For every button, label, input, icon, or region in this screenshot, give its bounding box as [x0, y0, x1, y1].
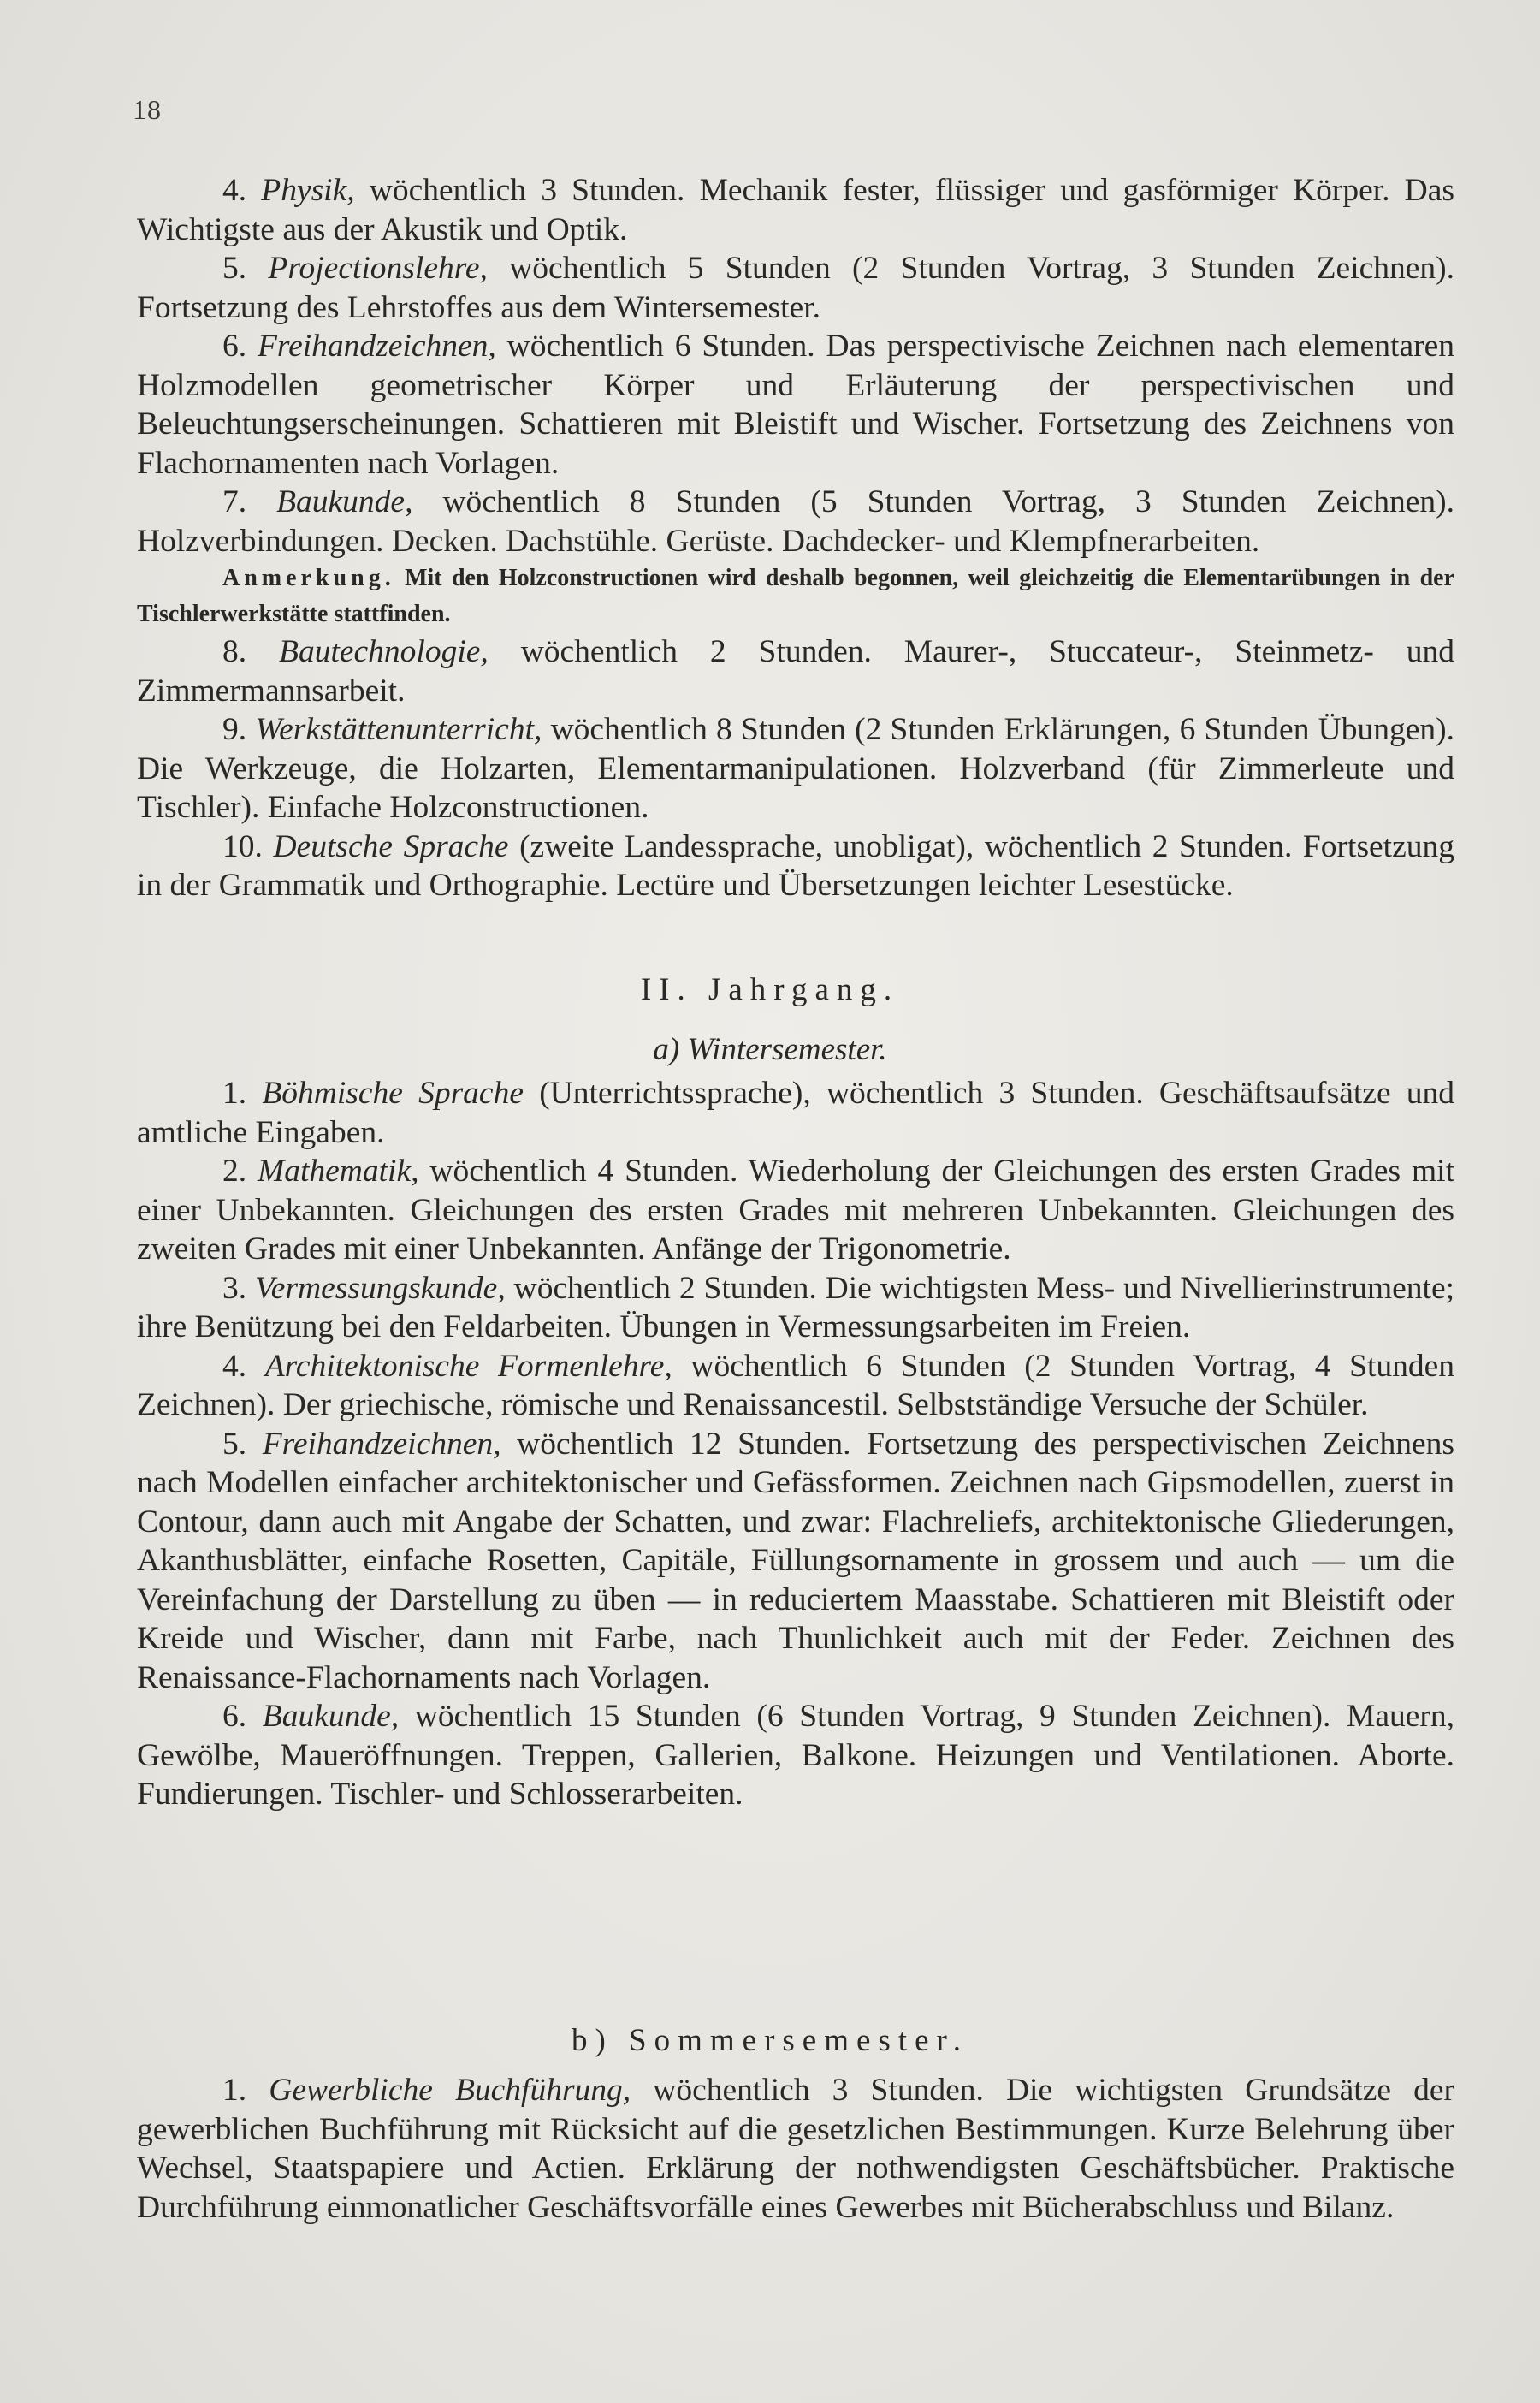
item-text: wöchentlich 2 Stunden. Die wichtigsten Mess- und Nivellierinstrumente; ihre Benützung bei den Feldarbeiten. Übungen in Vermessungsarbeiten im Freien. [137, 1270, 1455, 1344]
item-number: 5. [222, 1426, 247, 1462]
item-text: wöchentlich 3 Stunden. Mechanik fester, flüssiger und gasförmiger Körper. Das Wichtigste aus der Akustik und Optik. [137, 173, 1454, 247]
item-subject: Böhmische Sprache [262, 1076, 524, 1111]
item-text: wöchentlich 6 Stunden. Das perspectivische Zeichnen nach elementaren Holzmodellen geometrischer Körper und Erläuterung der perspectivischen und Beleuchtungserscheinungen. Schattieren mit Bleistift und Wischer. Fortsetzung des Zeichnens von Flachornamenten nach Vorlagen. [137, 329, 1454, 481]
list-item [137, 1152, 1454, 1269]
item-subject: Architektonische Formenlehre, [264, 1348, 672, 1384]
heading-title: Wintersemester. [687, 1032, 887, 1067]
list-item [137, 632, 1454, 710]
item-number: 7. [222, 484, 247, 519]
item-text: wöchentlich 5 Stunden (2 Stunden Vortrag, 3 Stunden Zeichnen). Fortsetzung des Lehrstoffes aus dem Wintersemester. [137, 251, 1455, 325]
list-item [137, 327, 1454, 483]
footnote-remark [137, 561, 1454, 632]
winter-semester-items [137, 1074, 1454, 1814]
item-text: wöchentlich 8 Stunden (5 Stunden Vortrag, 3 Stunden Zeichnen). Holzverbindungen. Decken. Dachstühle. Gerüste. Dachdecker- und Klempfnerarbeiten. [137, 484, 1455, 559]
item-subject: Bautechnologie, [279, 634, 489, 669]
section-heading-winter [0, 1030, 1540, 1069]
item-number: 4. [222, 1348, 247, 1384]
item-subject: Baukunde, [262, 1699, 400, 1734]
list-item [137, 249, 1454, 327]
item-subject: Freihandzeichnen, [262, 1426, 501, 1462]
item-text: wöchentlich 2 Stunden. Maurer-, Stuccateur-, Steinmetz- und Zimmermannsarbeit. [137, 634, 1455, 709]
section-heading-jahrgang: II. Jahrgang. [640, 972, 900, 1007]
list-item [137, 1425, 1454, 1698]
item-number: 6. [222, 329, 247, 364]
first-year-summer-items [137, 171, 1454, 905]
item-number: 1. [222, 1076, 247, 1111]
list-item [137, 171, 1454, 249]
item-subject: Gewerbliche Buchführung, [269, 2073, 631, 2108]
item-number: 2. [222, 1154, 247, 1189]
item-subject: Vermessungskunde, [255, 1270, 506, 1306]
list-item [137, 1697, 1454, 1814]
list-item [137, 828, 1454, 905]
item-subject: Freihandzeichnen, [258, 329, 496, 364]
item-text: wöchentlich 4 Stunden. Wiederholung der Gleichungen des ersten Grades mit einer Unbekannten. Gleichungen des ersten Grades mit mehreren Unbekannten. Gleichungen des zweiten Grades mit einer Unbekannten. Anfänge der Trigonometrie. [137, 1154, 1455, 1267]
section-heading-sommer: b) Sommersemester. [571, 2023, 969, 2058]
item-text: wöchentlich 12 Stunden. Fortsetzung des perspectivischen Zeichnens nach Modellen einfacher architektonischer und Gefässformen. Zeichnen nach Gipsmodellen, zuerst in Contour, dann auch mit Angabe der Schatten, und zwar: Flachreliefs, architektonische Gliederungen, Akanthusblätter, einfache Rosetten, Capitäle, Füllungsornamente in grossem und auch — um die Vereinfachung der Darstellung zu üben — in reduciertem Maasstabe. Schattieren mit Bleistift oder Kreide und Wischer, dann mit Farbe, nach Thunlichkeit auch mit der Feder. Zeichnen des Renaissance-Flachornaments nach Vorlagen. [137, 1426, 1454, 1695]
item-subject: Mathematik, [258, 1154, 419, 1189]
item-number: 4. [222, 173, 247, 208]
summer-semester-items [137, 2071, 1454, 2227]
page-number: 18 [133, 94, 162, 125]
note-text: Mit den Holzconstructionen wird deshalb begonnen, weil gleichzeitig die Elementarübungen in der Tischlerwerkstätte stattfinden. [137, 565, 1455, 627]
item-subject: Physik, [261, 173, 355, 208]
item-number: 8. [222, 634, 247, 669]
note-label: Anmerkung. [222, 565, 395, 591]
item-number: 5. [222, 251, 247, 286]
heading-prefix: a) [653, 1032, 680, 1067]
item-subject: Deutsche Sprache [273, 828, 509, 864]
list-item [137, 710, 1454, 828]
list-item [137, 1347, 1454, 1425]
item-text: wöchentlich 15 Stunden (6 Stunden Vortrag, 9 Stunden Zeichnen). Mauern, Gewölbe, Maueröffnungen. Treppen, Gallerien, Balkone. Heizungen und Ventilationen. Aborte. Fundierungen. Tischler- und Schlosserarbeiten. [137, 1699, 1454, 1812]
item-number: 1. [222, 2073, 247, 2108]
list-item [137, 1074, 1454, 1152]
list-item [137, 2071, 1454, 2227]
item-subject: Projectionslehre, [268, 251, 488, 286]
item-number: 6. [222, 1699, 247, 1734]
item-number: 9. [222, 712, 247, 747]
item-text: (zweite Landessprache, unobligat), wöchentlich 2 Stunden. Fortsetzung in der Grammatik und Orthographie. Lectüre und Übersetzungen leichter Lesestücke. [137, 828, 1454, 903]
list-item [137, 483, 1454, 561]
item-number: 10. [222, 828, 263, 864]
item-subject: Baukunde, [276, 484, 413, 519]
item-text: wöchentlich 6 Stunden (2 Stunden Vortrag, 4 Stunden Zeichnen). Der griechische, römische und Renaissancestil. Selbstständige Versuche der Schüler. [137, 1348, 1455, 1422]
item-text: wöchentlich 3 Stunden. Die wichtigsten Grundsätze der gewerblichen Buchführung mit Rücksicht auf die gesetzlichen Bestimmungen. Kurze Belehrung über Wechsel, Staatspapiere und Actien. Erklärung der nothwendigsten Geschäftsbücher. Praktische Durchführung einmonatlicher Geschäftsvorfälle eines Gewerbes mit Bücherabschluss und Bilanz. [137, 2073, 1455, 2225]
item-subject: Werkstättenunterricht, [255, 712, 542, 747]
list-item [137, 1269, 1454, 1347]
item-text: (Unterrichtssprache), wöchentlich 3 Stunden. Geschäftsaufsätze und amtliche Eingaben. [137, 1076, 1455, 1150]
item-number: 3. [222, 1270, 247, 1306]
item-text: wöchentlich 8 Stunden (2 Stunden Erklärungen, 6 Stunden Übungen). Die Werkzeuge, die Holzarten, Elementarmanipulationen. Holzverband (für Zimmerleute und Tischler). Einfache Holzconstructionen. [137, 712, 1454, 825]
